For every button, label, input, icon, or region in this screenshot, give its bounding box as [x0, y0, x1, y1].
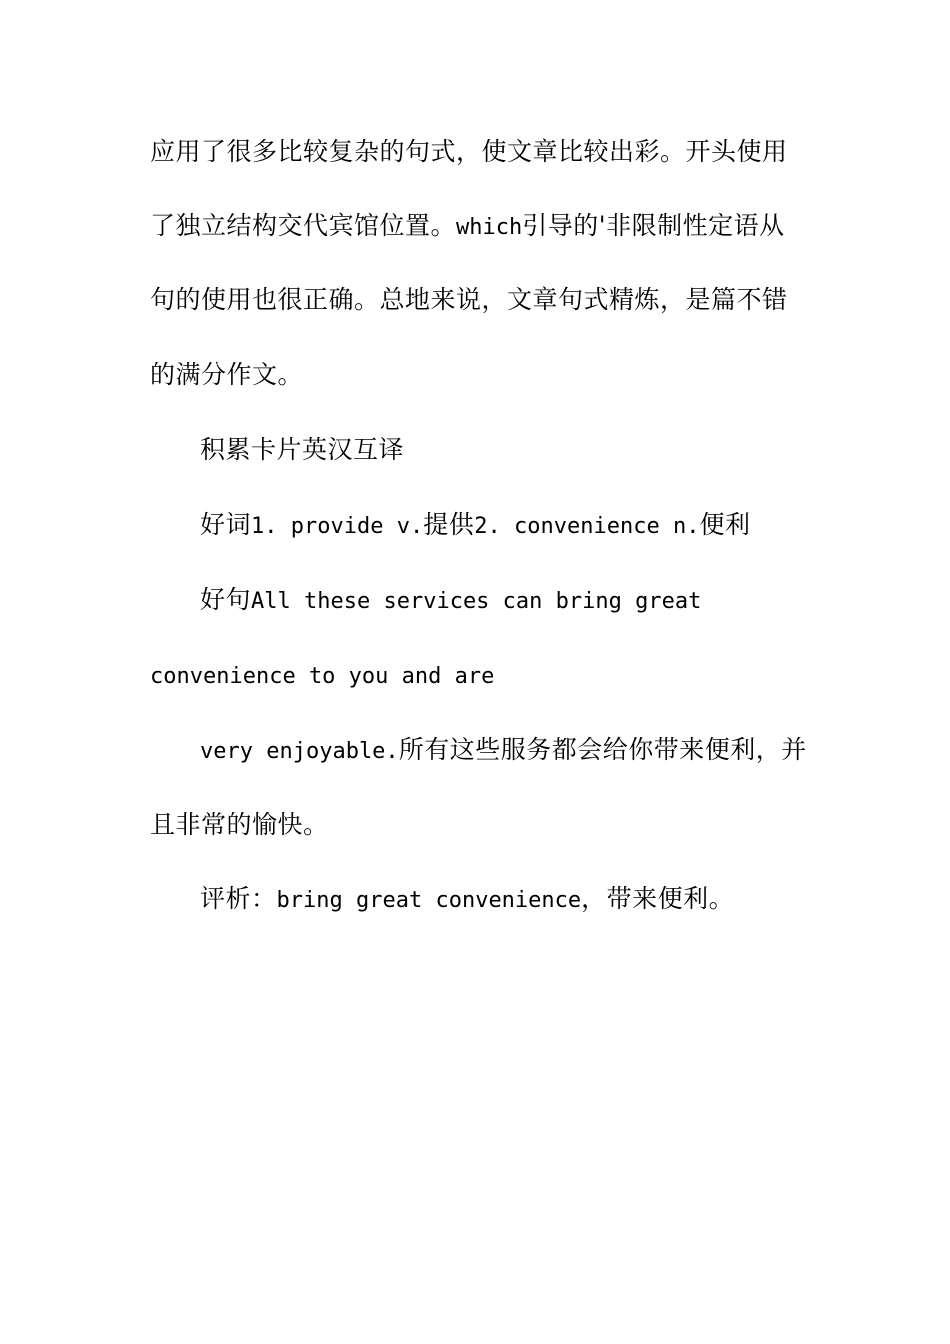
good-sentence-line-3 [200, 735, 807, 767]
paragraph-line-4 [150, 360, 303, 390]
text-run-latin: which [456, 215, 523, 240]
word-1-meaning: 提供 [423, 510, 475, 539]
analysis-meaning: ，带来便利。 [581, 884, 735, 913]
card-title [200, 435, 404, 465]
word-2-number: 2. [474, 514, 501, 539]
paragraph-line-3 [150, 285, 788, 315]
analysis-line [200, 884, 734, 916]
word-2-meaning: 便利 [699, 510, 751, 539]
good-words-line [200, 510, 750, 542]
analysis-label: 评析： [200, 884, 277, 913]
word-1: provide [290, 514, 384, 539]
word-2: convenience [514, 514, 660, 539]
sentence-en-2: convenience to you and are [150, 664, 495, 689]
sentence-zh-1: 所有这些服务都会给你带来便利，并 [398, 735, 807, 764]
word-2-pos: n. [672, 514, 700, 539]
good-words-label: 好词 [200, 510, 252, 539]
good-sentence-line-2 [150, 660, 494, 692]
text-run: 句的使用也很正确。总地来说，文章句式精炼，是篇不错 [150, 285, 788, 314]
good-sentence-label: 好句 [200, 585, 252, 614]
sentence-zh-2: 且非常的愉快。 [150, 810, 329, 839]
sentence-en-3: very enjoyable. [200, 739, 399, 764]
text-run: 引导的'非限制性定语从 [522, 211, 785, 240]
card-title-text: 积累卡片英汉互译 [200, 435, 405, 464]
text-run: 应用了很多比较复杂的句式，使文章比较出彩。开头使用 [150, 137, 788, 166]
text-run: 了独立结构交代宾馆位置。 [150, 211, 457, 240]
good-sentence-line-4 [150, 810, 329, 840]
text-run: 的满分作文。 [150, 360, 304, 389]
analysis-phrase: bring great convenience [276, 888, 582, 913]
good-sentence-line-1 [200, 585, 701, 617]
word-1-number: 1. [251, 514, 278, 539]
paragraph-line-2 [150, 211, 785, 243]
word-1-pos: v. [396, 514, 424, 539]
paragraph-line-1 [150, 137, 788, 167]
sentence-en-1: All these services can bring great [251, 589, 702, 614]
